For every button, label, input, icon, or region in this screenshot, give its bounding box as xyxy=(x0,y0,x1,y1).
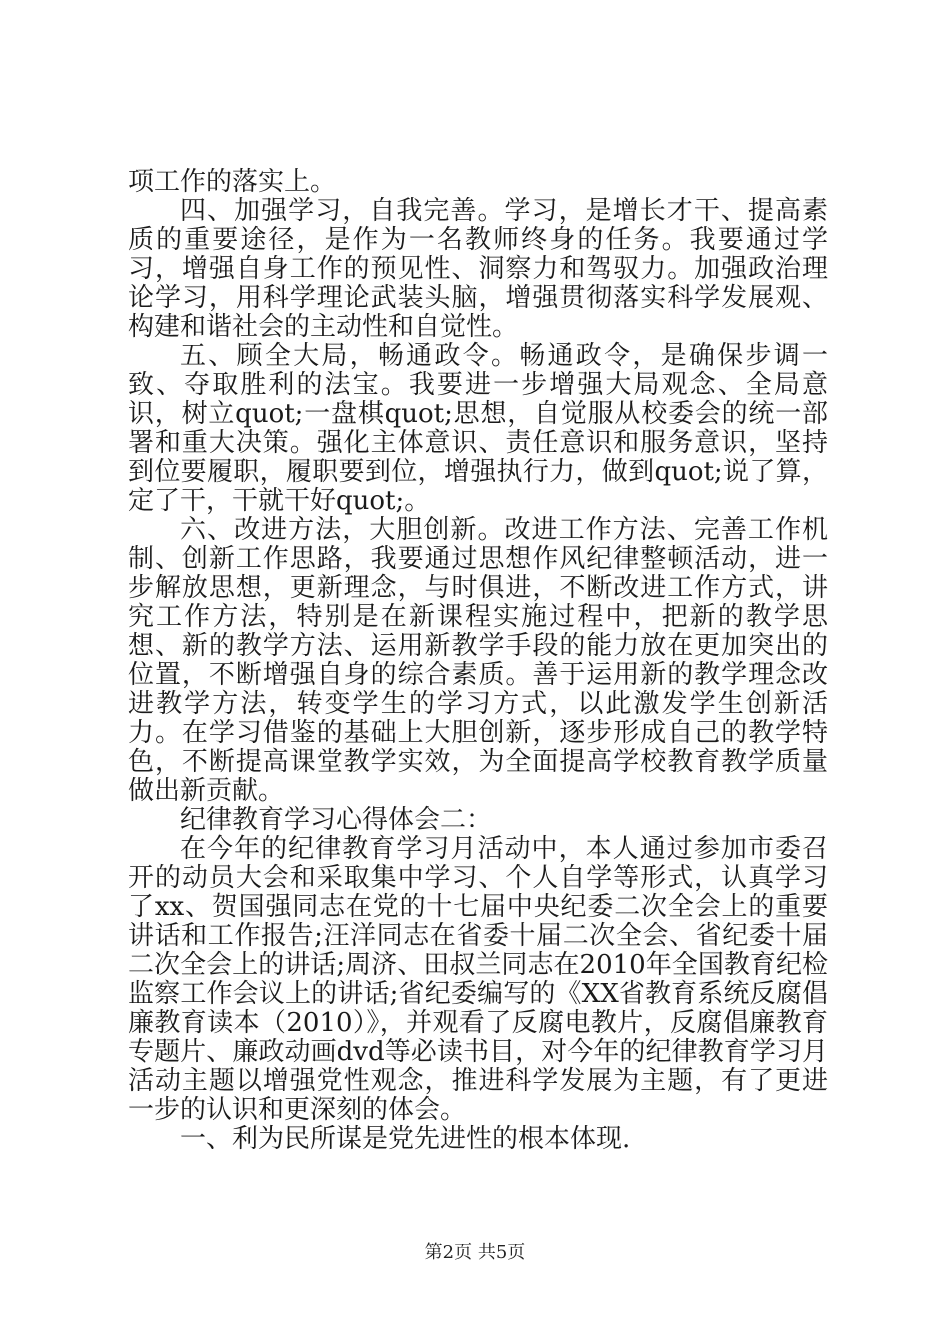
paragraph-continuation: 项工作的落实上。 xyxy=(128,167,337,197)
document-body xyxy=(128,168,828,1154)
paragraph-section-six: 六、改进方法，大胆创新。改进工作方法、完善工作机制、创新工作思路，我要通过思想作风纪律整顿活动，进一步解放思想，更新理念，与时俱进，不断改进工作方式，讲究工作方法，特别是在新课程实施过程中，把新的教学思想、新的教学方法、运用新教学手段的能力放在更加突出的位置，不断增强自身的综合素质。善于运用新的教学理念改进教学方法，转变学生的学习方式，以此激发学生创新活力。在学习借鉴的基础上大胆创新，逐步形成自己的教学特色，不断提高课堂教学实效，为全面提高学校教育教学质量做出新贡献。 xyxy=(128,515,828,806)
paragraph-section-four: 四、加强学习，自我完善。学习，是增长才干、提高素质的重要途径，是作为一名教师终身的任务。我要通过学习，增强自身工作的预见性、洞察力和驾驭力。加强政治理论学习，用科学理论武装头脑，增强贯彻落实科学发展观、构建和谐社会的主动性和自觉性。 xyxy=(128,196,828,342)
section-heading: 纪律教育学习心得体会二： xyxy=(180,805,493,835)
paragraph-intro: 在今年的纪律教育学习月活动中，本人通过参加市委召开的动员大会和采取集中学习、个人自学等形式，认真学习了xx、贺国强同志在党的十七届中央纪委二次全会上的重要讲话和工作报告;汪洋同志在省委十届二次全会、省纪委十届二次全会上的讲话;周济、田叔兰同志在2010年全国教育纪检监察工作会议上的讲话;省纪委编写的《XX省教育系统反腐倡廉教育读本（2010）》，并观看了反腐电教片，反腐倡廉教育专题片、廉政动画dvd等必读书目，对今年的纪律教育学习月活动主题以增强党性观念，推进科学发展为主题，有了更进一步的认识和更深刻的体会。 xyxy=(128,834,828,1125)
page-number: 第2页 共5页 xyxy=(424,1242,526,1263)
paragraph-section-five: 五、顾全大局，畅通政令。畅通政令，是确保步调一致、夺取胜利的法宝。我要进一步增强大局观念、全局意识，树立quot;一盘棋quot;思想，自觉服从校委会的统一部署和重大决策。强化主体意识、责任意识和服务意识，坚持到位要履职，履职要到位，增强执行力，做到quot;说了算，定了干，干就干好quot;。 xyxy=(128,341,828,516)
paragraph-point-one: 一、利为民所谋是党先进性的根本体现. xyxy=(180,1124,631,1154)
